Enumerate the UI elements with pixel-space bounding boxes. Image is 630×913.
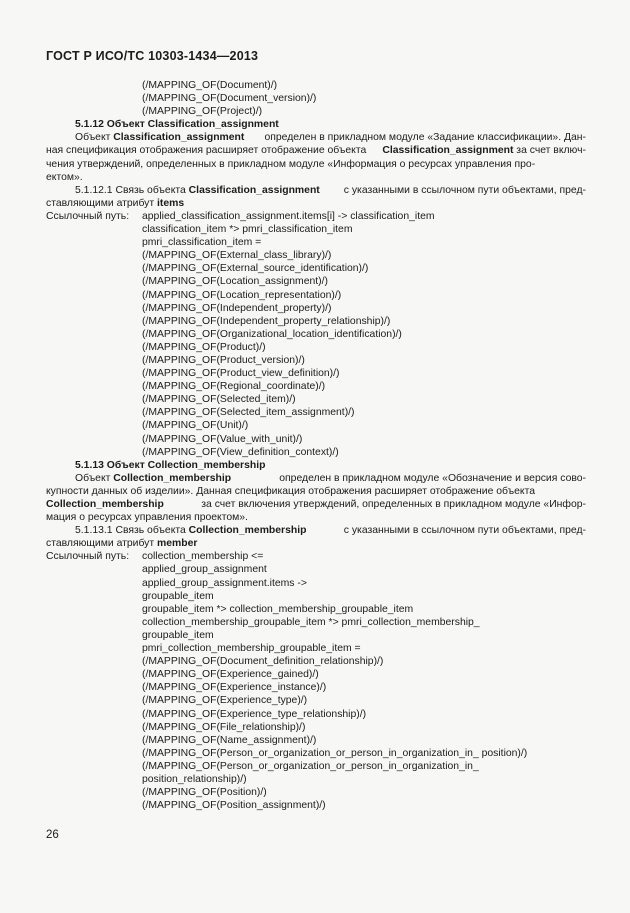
reference-path-line: (/MAPPING_OF(Name_assignment)/) xyxy=(142,734,317,746)
reference-path-label: Ссылочный путь: xyxy=(46,551,130,563)
reference-path-line: (/MAPPING_OF(Product_version)/) xyxy=(142,354,305,366)
paragraph-line: ная спецификация отображения расширяет отображение объекта Classification_assignment за счет включ- xyxy=(46,145,586,157)
reference-path-line: (/MAPPING_OF(View_definition_context)/) xyxy=(142,446,339,458)
reference-path-line: applied_group_assignment.items -> xyxy=(142,577,307,589)
reference-path-line: (/MAPPING_OF(Experience_type)/) xyxy=(142,695,308,707)
reference-path-line: (/MAPPING_OF(Experience_instance)/) xyxy=(142,682,327,694)
reference-path-line: groupable_item xyxy=(142,629,214,641)
reference-path-line: (/MAPPING_OF(Independent_property)/) xyxy=(142,302,332,314)
reference-path-line: (/MAPPING_OF(Unit)/) xyxy=(142,420,249,432)
mapping-line: (/MAPPING_OF(Document_version)/) xyxy=(142,93,317,105)
reference-path-line: (/MAPPING_OF(Experience_gained)/) xyxy=(142,669,319,681)
reference-path-line: (/MAPPING_OF(Location_representation)/) xyxy=(142,289,342,301)
paragraph-line: купности данных об изделии». Данная спецификация отображения расширяет отображение объекта xyxy=(46,485,535,497)
subsection-line: 5.1.13.1 Связь объекта Collection_membership с указанными в ссылочном пути объектами, пред- xyxy=(75,525,586,537)
reference-path-row xyxy=(46,210,586,223)
paragraph-line: чения утверждений, определенных в прикладном модуле «Информация о ресурсах управления про- xyxy=(46,158,536,170)
paragraph-line: мация о ресурсах управления проектом». xyxy=(46,512,248,524)
reference-path-line: (/MAPPING_OF(Independent_property_relationship)/) xyxy=(142,315,391,327)
reference-path-line: (/MAPPING_OF(External_source_identification)/) xyxy=(142,263,369,275)
reference-path-list xyxy=(46,563,586,812)
subsection-line: ставляющими атрибут member xyxy=(46,538,198,550)
reference-path-line: (/MAPPING_OF(File_relationship)/) xyxy=(142,721,306,733)
reference-path-line: applied_classification_assignment.items[i] -> classification_item xyxy=(142,210,435,222)
reference-path-line: (/MAPPING_OF(Selected_item)/) xyxy=(142,394,296,406)
reference-path-line: (/MAPPING_OF(Product)/) xyxy=(142,341,266,353)
reference-path-label: Ссылочный путь: xyxy=(46,210,130,222)
section-heading-5-1-13: 5.1.13 Объект Collection_membership xyxy=(75,459,266,471)
page-body xyxy=(46,79,586,812)
reference-path-line: pmri_collection_membership_groupable_item = xyxy=(142,643,361,655)
reference-path-line: position_relationship)/) xyxy=(142,773,247,785)
reference-path-line: (/MAPPING_OF(Position_assignment)/) xyxy=(142,800,326,812)
reference-path-line: pmri_classification_item = xyxy=(142,237,262,249)
reference-path-line: groupable_item *> collection_membership_groupable_item xyxy=(142,603,414,615)
subsection-line: ставляющими атрибут items xyxy=(46,197,185,209)
paragraph-line: Collection_membership за счет включения утверждений, определенных в прикладном модуле «Инфор- xyxy=(46,499,586,510)
paragraph-line: Объект Collection_membership определен в прикладном модуле «Обозначение и версия сово- xyxy=(75,472,586,484)
reference-path-line: (/MAPPING_OF(Location_assignment)/) xyxy=(142,276,328,288)
reference-path-line: (/MAPPING_OF(Product_view_definition)/) xyxy=(142,368,340,380)
reference-path-row xyxy=(46,550,586,563)
reference-path-line: applied_group_assignment xyxy=(142,564,267,576)
document-header: ГОСТ Р ИСО/ТС 10303-1434—2013 xyxy=(46,49,259,63)
reference-path-line: (/MAPPING_OF(Person_or_organization_or_person_in_organization_in_ position)/) xyxy=(142,747,528,759)
reference-path-list xyxy=(46,223,586,459)
reference-path-line: (/MAPPING_OF(Organizational_location_identification)/) xyxy=(142,328,402,340)
reference-path-line: (/MAPPING_OF(Selected_item_assignment)/) xyxy=(142,407,355,419)
section-heading-5-1-12: 5.1.12 Объект Classification_assignment xyxy=(75,119,279,131)
mapping-line: (/MAPPING_OF(Project)/) xyxy=(142,106,263,118)
paragraph-line: Объект Classification_assignment определен в прикладном модуле «Задание классификации». Дан- xyxy=(75,132,586,144)
mapping-line: (/MAPPING_OF(Document)/) xyxy=(142,80,278,91)
reference-path-line: (/MAPPING_OF(Regional_coordinate)/) xyxy=(142,381,326,393)
reference-path-line: (/MAPPING_OF(Document_definition_relationship)/) xyxy=(142,656,384,668)
reference-path-line: (/MAPPING_OF(Person_or_organization_or_person_in_organization_in_ xyxy=(142,760,479,772)
reference-path-line: (/MAPPING_OF(Experience_type_relationship)/) xyxy=(142,708,367,720)
paragraph-line: ектом». xyxy=(46,171,83,183)
reference-path-line: classification_item *> pmri_classification_item xyxy=(142,224,353,236)
reference-path-line: (/MAPPING_OF(Position)/) xyxy=(142,787,267,799)
reference-path-line: groupable_item xyxy=(142,590,214,602)
reference-path-line: collection_membership <= xyxy=(142,551,264,563)
reference-path-line: (/MAPPING_OF(Value_with_unit)/) xyxy=(142,433,303,445)
page-number: 26 xyxy=(46,829,59,841)
reference-path-line: (/MAPPING_OF(External_class_library)/) xyxy=(142,250,332,262)
reference-path-line: collection_membership_groupable_item *> pmri_collection_membership_ xyxy=(142,616,480,628)
subsection-line: 5.1.12.1 Связь объекта Classification_assignment с указанными в ссылочном пути объектами, пред- xyxy=(75,184,586,196)
